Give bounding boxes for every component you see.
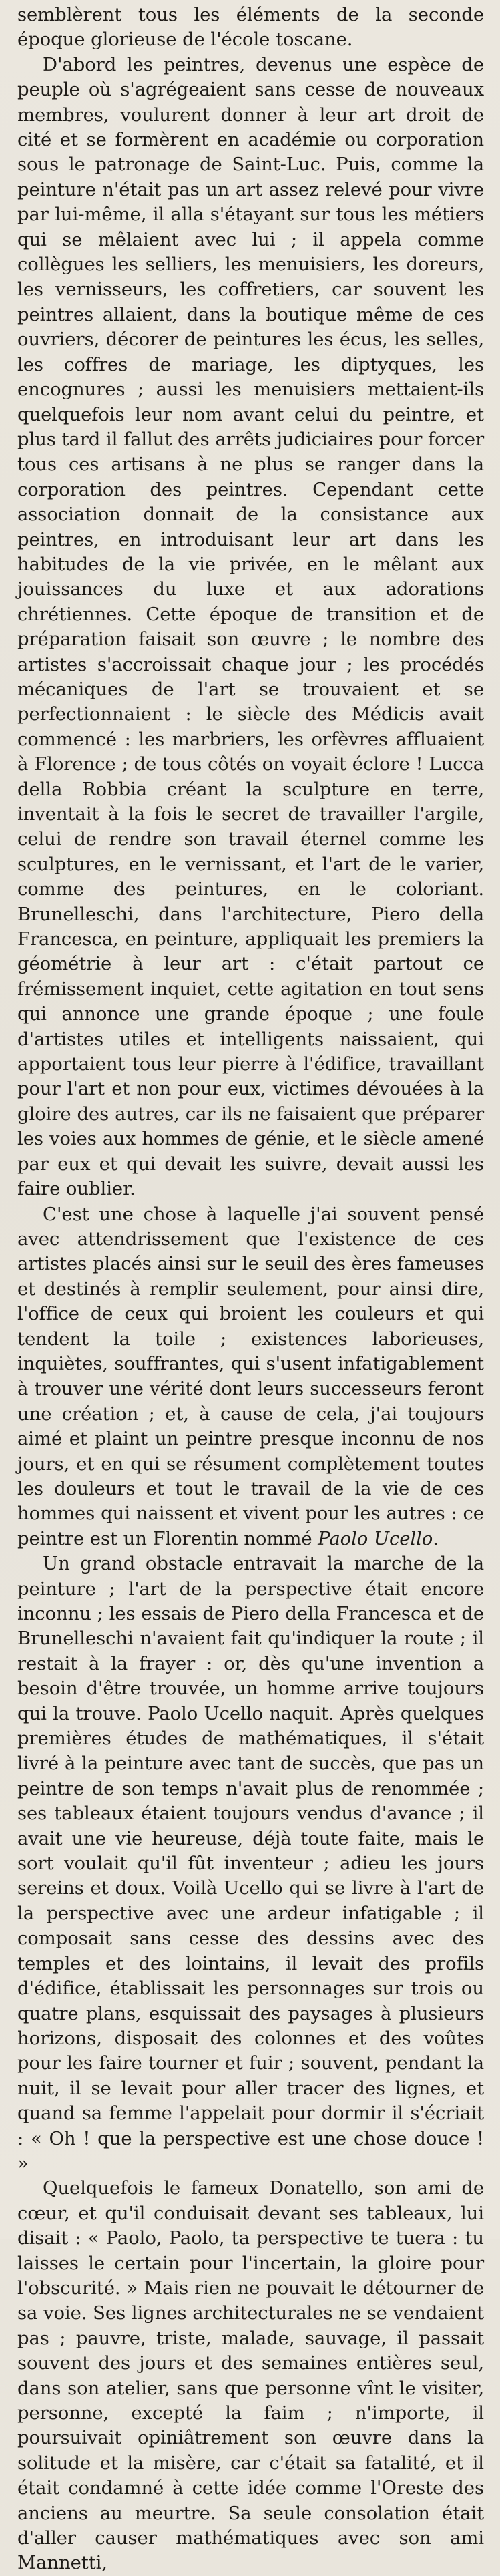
paragraph-1-text: semblèrent tous les éléments de la seconde époque glorieuse de l'école toscane. <box>17 4 484 51</box>
paragraph-1 <box>17 3 484 53</box>
paragraph-5 <box>17 2176 484 2576</box>
paragraph-3-tail: . <box>433 1527 439 1549</box>
paragraph-4 <box>17 1551 484 2176</box>
paragraph-5-text: Quelquefois le fameux Donatello, son ami de cœur, et qu'il conduisait devant ses tableaux, lui disait : « Paolo, Paolo, ta perspective te tuera : tu laisses le certain pour l'incertain, la gloire pour l'obscurité. » Mais rien ne pouvait le détourner de sa voie. Ses lignes architecturales ne se vendaient pas ; pauvre, triste, malade, sauvage, il passait souvent des jours et des semaines entières seul, dans son atelier, sans que personne vînt le visiter, personne, excepté la faim ; n'importe, il poursuivait opiniâtrement son œuvre dans la solitude et la misère, car c'était sa fatalité, et il était condamné à cette idée comme l'Oreste des anciens au meurtre. Sa seule consolation était d'aller causer mathématiques avec son ami Mannetti, <box>17 2177 484 2574</box>
paragraph-3 <box>17 1202 484 1552</box>
paragraph-3-text: C'est une chose à laquelle j'ai souvent pensé avec attendrissement que l'existence de ces artistes placés ainsi sur le seuil des ères fameuses et destinés à remplir seulement, pour ainsi dire, l'office de ceux qui broient les couleurs et qui tendent la toile ; existences laborieuses, inquiètes, souffrantes, qui s'usent infatigablement à trouver une vérité dont leurs successeurs feront une création ; et, à cause de cela, j'ai toujours aimé et plaint un peintre presque inconnu de nos jours, et en qui se résument complètement toutes les douleurs et tout le travail de la vie de ces hommes qui naissent et vivent pour les autres : ce peintre est un Florentin nommé <box>17 1203 484 1549</box>
paragraph-2 <box>17 53 484 1202</box>
article-column <box>17 3 484 2576</box>
paragraph-4-text: Un grand obstacle entravait la marche de la peinture ; l'art de la perspective était encore inconnu ; les essais de Piero della Francesca et de Brunelleschi n'avaient fait qu'indiquer la route ; il restait à la frayer : or, dès qu'une invention a besoin d'être trouvée, un homme arrive toujours qui la trouve. Paolo Ucello naquit. Après quelques premières études de mathématiques, il s'était livré à la peinture avec tant de succès, que pas un peintre de son temps n'avait plus de renommée ; ses tableaux étaient toujours vendus d'avance ; il avait une vie heureuse, déjà toute faite, mais le sort voulait qu'il fût inventeur ; adieu les jours sereins et doux. Voilà Ucello qui se livre à l'art de la perspective avec une ardeur infatigable ; il composait sans cesse des dessins avec des temples et des lointains, il levait des profils d'édifice, établissait les personnages sur trois ou quatre plans, esquissait des paysages à plusieurs horizons, disposait des colonnes et des voûtes pour les faire tourner et fuir ; souvent, pendant la nuit, il se levait pour aller tracer des lignes, et quand sa femme l'appelait pour dormir il s'écriait : « Oh ! que la perspective est une chose douce ! » <box>17 1553 484 2174</box>
paragraph-2-text: D'abord les peintres, devenus une espèce de peuple où s'agrégeaient sans cesse de nouveaux membres, voulurent donner à leur art droit de cité et se formèrent en académie ou corporation sous le patronage de Saint-Luc. Puis, comme la peinture n'était pas un art assez relevé pour vivre par lui-même, il alla s'étayant sur tous les métiers qui se mêlaient avec lui ; il appela comme collègues les selliers, les menuisiers, les doreurs, les vernisseurs, les coffretiers, car souvent les peintres allaient, dans la boutique même de ces ouvriers, décorer de peintures les écus, les selles, les coffres de mariage, les diptyques, les encognures ; aussi les menuisiers mettaient-ils quelquefois leur nom avant celui du peintre, et plus tard il fallut des arrêts judiciaires pour forcer tous ces artisans à ne plus se ranger dans la corporation des peintres. Cependant cette association donnait de la consistance aux peintres, en introduisant leur art dans les habitudes de la vie privée, en le mêlant aux jouissances du luxe et aux adorations chrétiennes. Cette époque de transition et de préparation faisait son œuvre ; le nombre des artistes s'accroissait chaque jour ; les procédés mécaniques de l'art se trouvaient et se perfectionnaient : le siècle des Médicis avait commencé : les marbriers, les orfèvres affluaient à Florence ; de tous côtés on voyait éclore ! Lucca della Robbia créant la sculpture en terre, inventait à la fois le secret de travailler l'argile, celui de rendre son travail éternel comme les sculptures, en le vernissant, et l'art de le varier, comme des peintures, en le coloriant. Brunelleschi, dans l'architecture, Piero della Francesca, en peinture, appliquait les premiers la géométrie à leur art : c'était partout ce frémissement inquiet, cette agitation en tout sens qui annonce une grande époque ; une foule d'artistes utiles et intelligents naissaient, qui apportaient tous leur pierre à l'édifice, travaillant pour l'art et non pour eux, victimes dévouées à la gloire des autres, car ils ne faisaient que préparer les voies aux hommes de génie, et le siècle amené par eux et qui devait les suivre, devait aussi les faire oublier. <box>17 53 484 1200</box>
paragraph-3-name: Paolo Ucello <box>318 1527 433 1549</box>
